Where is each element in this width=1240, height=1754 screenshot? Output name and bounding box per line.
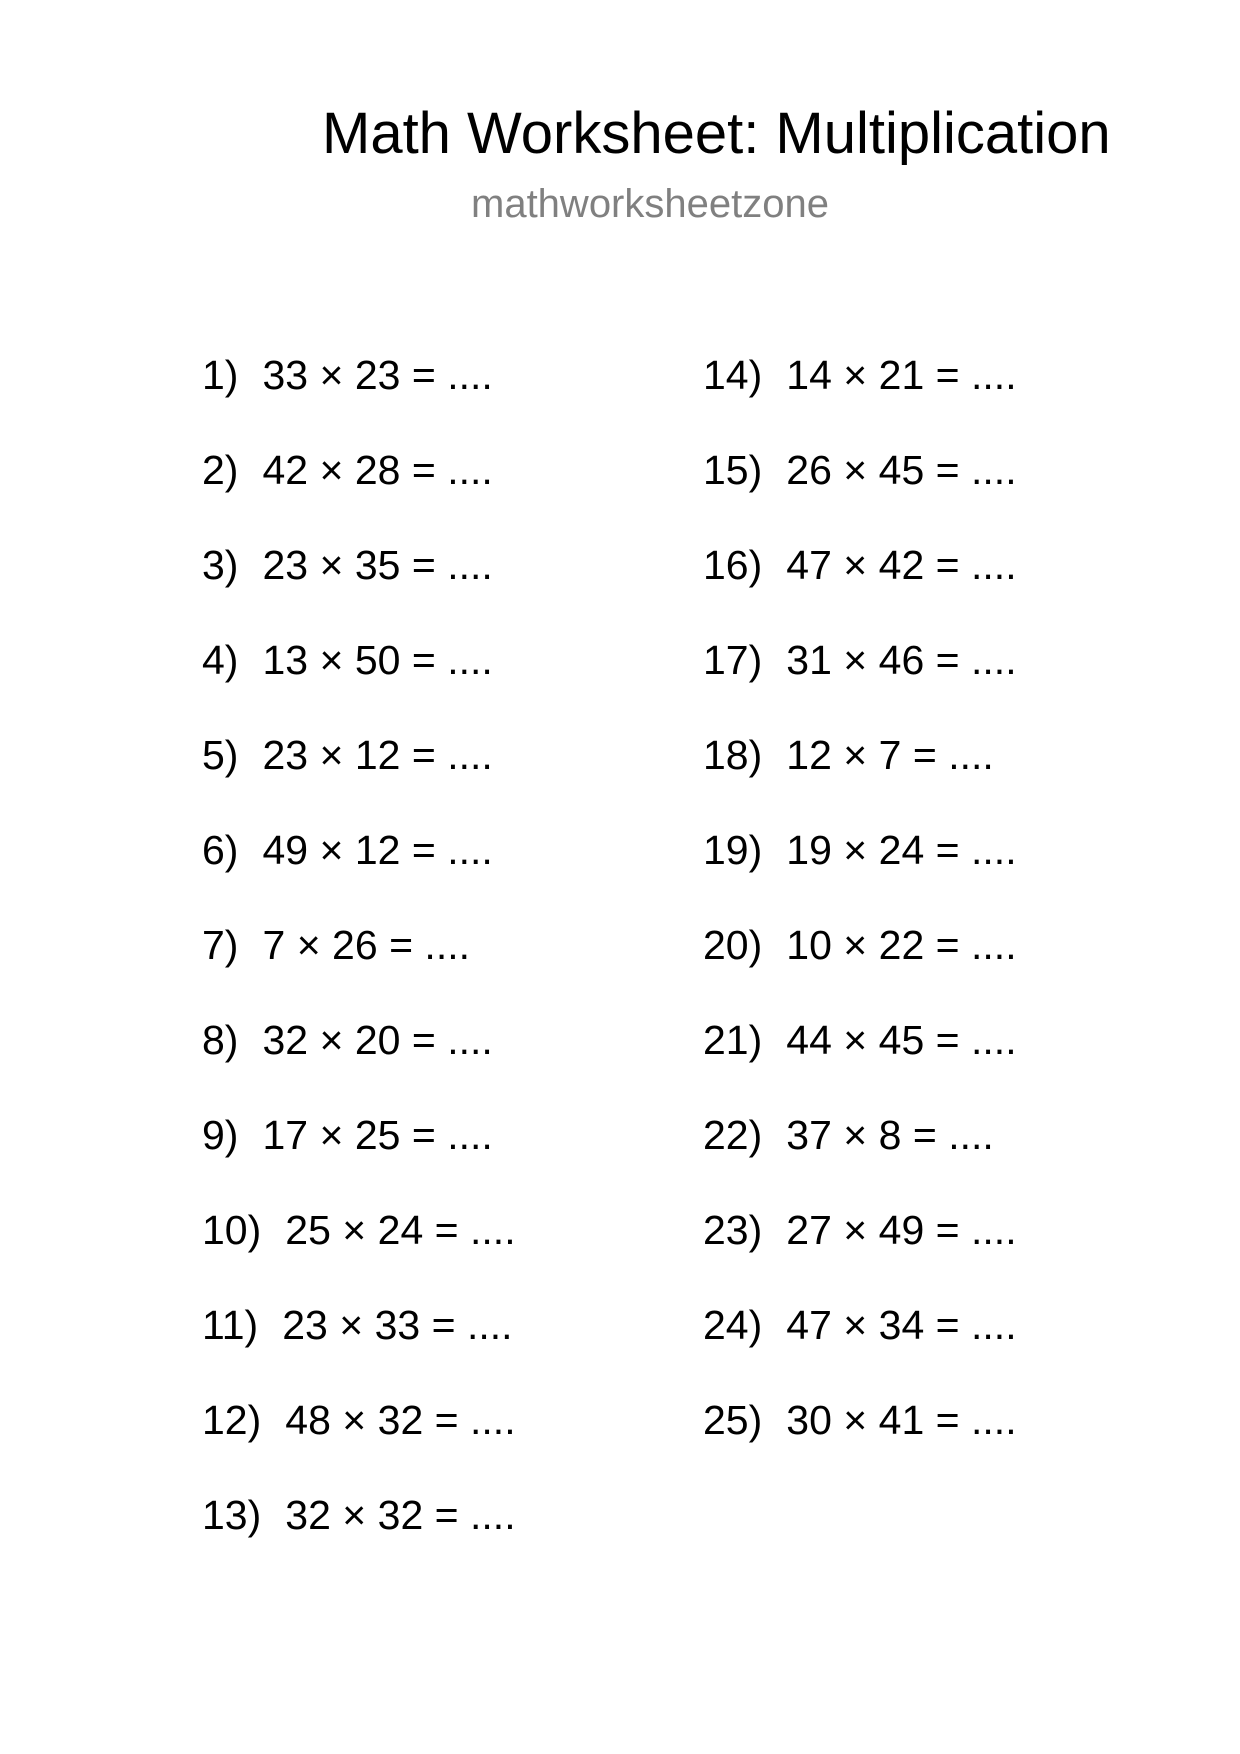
problem-item — [703, 635, 1017, 730]
problem-number: 16) — [703, 542, 763, 588]
answer-blank[interactable]: .... — [971, 1207, 1017, 1253]
answer-blank[interactable]: .... — [971, 1397, 1017, 1443]
problem-item — [202, 540, 516, 635]
equals-sign: = — [411, 542, 436, 588]
answer-blank[interactable]: .... — [424, 922, 470, 968]
problem-number: 12) — [202, 1397, 262, 1443]
problem-item — [703, 350, 1017, 445]
multiply-sign: × — [843, 1017, 868, 1063]
equals-sign: = — [935, 352, 960, 398]
problem-item — [202, 920, 516, 1015]
problem-item — [202, 825, 516, 920]
equals-sign: = — [935, 922, 960, 968]
multiply-sign: × — [843, 447, 868, 493]
multiply-sign: × — [843, 352, 868, 398]
multiply-sign: × — [843, 542, 868, 588]
problem-item — [202, 1490, 516, 1585]
answer-blank[interactable]: .... — [971, 827, 1017, 873]
problem-number: 17) — [703, 637, 763, 683]
multiply-sign: × — [319, 732, 344, 778]
problem-item — [703, 1395, 1017, 1490]
operand-b: 7 — [878, 732, 902, 778]
equals-sign: = — [935, 827, 960, 873]
problem-number: 14) — [703, 352, 763, 398]
operand-a: 23 — [262, 542, 309, 588]
operand-b: 23 — [354, 352, 401, 398]
operand-b: 24 — [377, 1207, 424, 1253]
answer-blank[interactable]: .... — [948, 1112, 994, 1158]
operand-b: 33 — [374, 1302, 421, 1348]
multiply-sign: × — [342, 1397, 367, 1443]
equals-sign: = — [431, 1302, 456, 1348]
operand-b: 12 — [354, 827, 401, 873]
operand-a: 26 — [786, 447, 832, 493]
operand-b: 35 — [354, 542, 401, 588]
problem-item — [703, 1015, 1017, 1110]
problem-number: 21) — [703, 1017, 763, 1063]
problem-number: 18) — [703, 732, 763, 778]
operand-a: 13 — [262, 637, 309, 683]
multiply-sign: × — [843, 1112, 868, 1158]
multiply-sign: × — [843, 1207, 868, 1253]
problem-number: 15) — [703, 447, 763, 493]
multiply-sign: × — [319, 827, 344, 873]
answer-blank[interactable]: .... — [447, 352, 493, 398]
page-title: Math Worksheet: Multiplication — [322, 101, 1111, 166]
operand-a: 30 — [786, 1397, 832, 1443]
operand-b: 12 — [354, 732, 401, 778]
problem-item — [202, 350, 516, 445]
problem-number: 25) — [703, 1397, 763, 1443]
problem-item — [202, 1205, 516, 1300]
equals-sign: = — [935, 1397, 960, 1443]
operand-a: 23 — [262, 732, 309, 778]
equals-sign: = — [411, 1112, 436, 1158]
operand-b: 22 — [878, 922, 925, 968]
operand-a: 10 — [786, 922, 832, 968]
problem-item — [202, 1015, 516, 1110]
operand-b: 45 — [878, 447, 925, 493]
operand-a: 47 — [786, 1302, 832, 1348]
answer-blank[interactable]: .... — [971, 447, 1017, 493]
operand-b: 32 — [377, 1492, 424, 1538]
operand-b: 50 — [354, 637, 401, 683]
operand-b: 24 — [878, 827, 925, 873]
multiply-sign: × — [319, 1017, 344, 1063]
multiply-sign: × — [319, 637, 344, 683]
multiply-sign: × — [342, 1207, 367, 1253]
answer-blank[interactable]: .... — [971, 922, 1017, 968]
equals-sign: = — [411, 637, 436, 683]
answer-blank[interactable]: .... — [447, 447, 493, 493]
equals-sign: = — [912, 1112, 937, 1158]
operand-b: 28 — [354, 447, 401, 493]
equals-sign: = — [434, 1492, 459, 1538]
problem-number: 8) — [202, 1017, 239, 1063]
answer-blank[interactable]: .... — [971, 352, 1017, 398]
operand-a: 32 — [285, 1492, 331, 1538]
problem-number: 11) — [202, 1302, 259, 1348]
equals-sign: = — [411, 827, 436, 873]
problem-column-left — [202, 350, 516, 1585]
equals-sign: = — [935, 1207, 960, 1253]
operand-a: 17 — [262, 1112, 309, 1158]
multiply-sign: × — [843, 1302, 868, 1348]
answer-blank[interactable]: .... — [470, 1207, 516, 1253]
problem-number: 23) — [703, 1207, 763, 1253]
operand-a: 47 — [786, 542, 832, 588]
operand-a: 49 — [262, 827, 309, 873]
answer-blank[interactable]: .... — [948, 732, 994, 778]
problem-item — [202, 1300, 516, 1395]
answer-blank[interactable]: .... — [466, 1302, 513, 1348]
equals-sign: = — [935, 447, 960, 493]
equals-sign: = — [935, 542, 960, 588]
operand-a: 48 — [285, 1397, 331, 1443]
problem-number: 4) — [202, 637, 239, 683]
problem-item — [703, 445, 1017, 540]
operand-a: 42 — [262, 447, 309, 493]
equals-sign: = — [411, 352, 436, 398]
operand-a: 37 — [786, 1112, 832, 1158]
equals-sign: = — [935, 637, 960, 683]
operand-b: 32 — [377, 1397, 424, 1443]
problem-column-right — [703, 350, 1017, 1490]
operand-a: 12 — [786, 732, 832, 778]
page-subtitle: mathworksheetzone — [471, 182, 829, 226]
problem-item — [202, 730, 516, 825]
operand-b: 41 — [878, 1397, 925, 1443]
answer-blank[interactable]: .... — [447, 1112, 493, 1158]
operand-b: 26 — [332, 922, 378, 968]
equals-sign: = — [935, 1302, 960, 1348]
problem-item — [703, 1110, 1017, 1205]
multiply-sign: × — [843, 1397, 868, 1443]
operand-a: 32 — [262, 1017, 309, 1063]
answer-blank[interactable]: .... — [971, 1017, 1017, 1063]
operand-a: 14 — [786, 352, 832, 398]
operand-a: 19 — [786, 827, 832, 873]
multiply-sign: × — [319, 447, 344, 493]
equals-sign: = — [434, 1397, 459, 1443]
multiply-sign: × — [843, 922, 868, 968]
operand-b: 34 — [878, 1302, 925, 1348]
problem-number: 10) — [202, 1207, 262, 1253]
equals-sign: = — [434, 1207, 459, 1253]
operand-a: 33 — [262, 352, 309, 398]
problem-item — [703, 825, 1017, 920]
problem-number: 19) — [703, 827, 763, 873]
answer-blank[interactable]: .... — [470, 1492, 516, 1538]
operand-a: 44 — [786, 1017, 832, 1063]
multiply-sign: × — [319, 352, 344, 398]
problem-item — [703, 540, 1017, 635]
multiply-sign: × — [843, 827, 868, 873]
answer-blank[interactable]: .... — [971, 637, 1017, 683]
operand-a: 31 — [786, 637, 832, 683]
problem-number: 5) — [202, 732, 239, 778]
multiply-sign: × — [342, 1492, 367, 1538]
problem-item — [703, 730, 1017, 825]
multiply-sign: × — [319, 1112, 344, 1158]
problem-number: 6) — [202, 827, 239, 873]
problem-item — [703, 1205, 1017, 1300]
operand-b: 25 — [354, 1112, 401, 1158]
problem-number: 7) — [202, 922, 239, 968]
equals-sign: = — [411, 447, 436, 493]
answer-blank[interactable]: .... — [971, 1302, 1017, 1348]
problem-item — [202, 1395, 516, 1490]
problem-item — [202, 635, 516, 730]
equals-sign: = — [912, 732, 937, 778]
answer-blank[interactable]: .... — [971, 542, 1017, 588]
equals-sign: = — [411, 1017, 436, 1063]
equals-sign: = — [411, 732, 436, 778]
operand-b: 21 — [878, 352, 925, 398]
problem-item — [202, 445, 516, 540]
problem-number: 3) — [202, 542, 239, 588]
equals-sign: = — [389, 922, 414, 968]
problem-number: 22) — [703, 1112, 763, 1158]
operand-b: 20 — [354, 1017, 401, 1063]
problem-number: 9) — [202, 1112, 239, 1158]
equals-sign: = — [935, 1017, 960, 1063]
operand-a: 27 — [786, 1207, 832, 1253]
operand-b: 49 — [878, 1207, 925, 1253]
problem-number: 20) — [703, 922, 763, 968]
operand-a: 7 — [262, 922, 286, 968]
operand-a: 25 — [285, 1207, 331, 1253]
problem-item — [703, 920, 1017, 1015]
problem-item — [703, 1300, 1017, 1395]
problem-number: 13) — [202, 1492, 262, 1538]
operand-b: 45 — [878, 1017, 925, 1063]
problem-number: 24) — [703, 1302, 763, 1348]
operand-b: 42 — [878, 542, 925, 588]
multiply-sign: × — [296, 922, 321, 968]
multiply-sign: × — [843, 637, 868, 683]
answer-blank[interactable]: .... — [447, 827, 493, 873]
answer-blank[interactable]: .... — [470, 1397, 516, 1443]
operand-b: 46 — [878, 637, 925, 683]
multiply-sign: × — [319, 542, 344, 588]
answer-blank[interactable]: .... — [447, 542, 493, 588]
operand-a: 23 — [282, 1302, 328, 1348]
operand-b: 8 — [878, 1112, 902, 1158]
multiply-sign: × — [843, 732, 868, 778]
answer-blank[interactable]: .... — [447, 732, 493, 778]
problem-item — [202, 1110, 516, 1205]
answer-blank[interactable]: .... — [447, 637, 493, 683]
problem-number: 1) — [202, 352, 239, 398]
multiply-sign: × — [339, 1302, 364, 1348]
problem-number: 2) — [202, 447, 239, 493]
answer-blank[interactable]: .... — [447, 1017, 493, 1063]
